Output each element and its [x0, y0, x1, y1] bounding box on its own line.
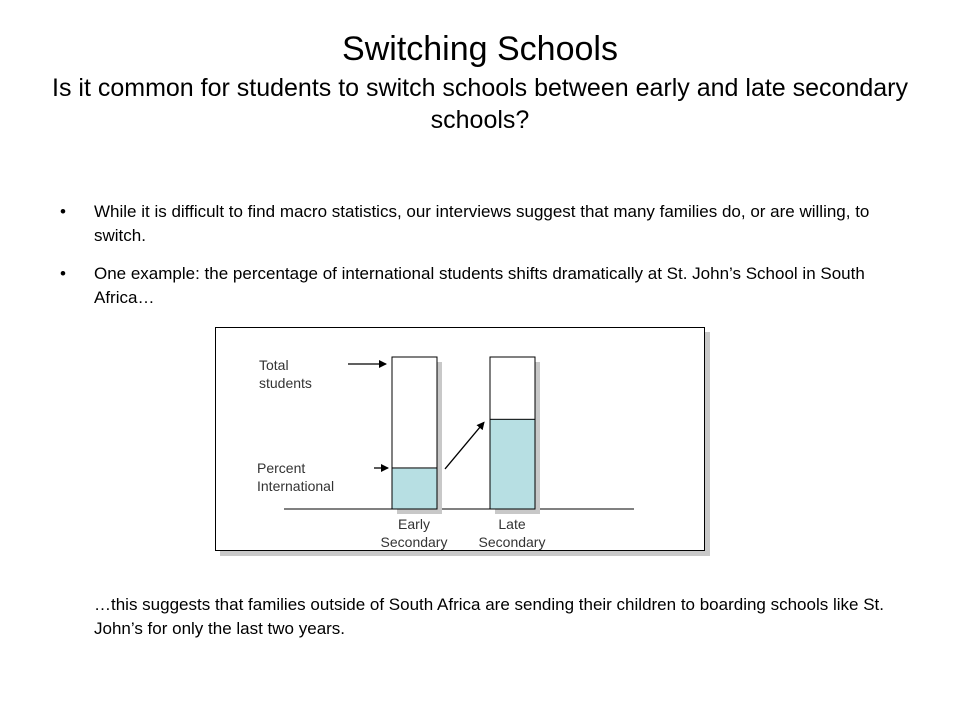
bars-group	[392, 357, 540, 514]
x-tick-label-early-line1: Early	[398, 516, 430, 532]
bar-percent-international-early-secondary	[392, 468, 437, 509]
conclusion-text: …this suggests that families outside of South Africa are sending their children to boarding schools like St. John’s for only the last two years.	[94, 595, 884, 638]
slide-title: Switching Schools	[342, 30, 618, 68]
x-tick-label-early-line2: Secondary	[380, 534, 448, 550]
x-tick-label-late-line1: Late	[498, 516, 526, 532]
bullet-dot: •	[60, 202, 66, 221]
bar-chart	[216, 328, 704, 550]
bar-percent-international-late-secondary	[490, 419, 535, 509]
bullet-text: One example: the percentage of international students shifts dramatically at St. John’s School in South Africa…	[94, 264, 865, 307]
bullet-text: While it is difficult to find macro statistics, our interviews suggest that many families do, or are willing, to switch.	[94, 202, 870, 245]
annotation-total-students-line1: Total	[259, 357, 289, 373]
bullet-item	[60, 262, 890, 310]
bullet-item	[60, 200, 890, 248]
chart-frame	[215, 327, 705, 551]
annotation-total-students-line2: students	[259, 375, 312, 391]
bullet-dot: •	[60, 264, 66, 283]
annotation-percent-international-line2: International	[257, 478, 335, 494]
x-tick-label-late-line2: Secondary	[478, 534, 546, 550]
annotation-percent-international-line1: Percent	[257, 460, 306, 476]
growth-arrow	[445, 422, 484, 469]
bullet-list	[60, 200, 890, 324]
slide-title-block	[0, 30, 960, 136]
slide-subtitle: Is it common for students to switch schools between early and late secondary schools?	[52, 74, 908, 134]
